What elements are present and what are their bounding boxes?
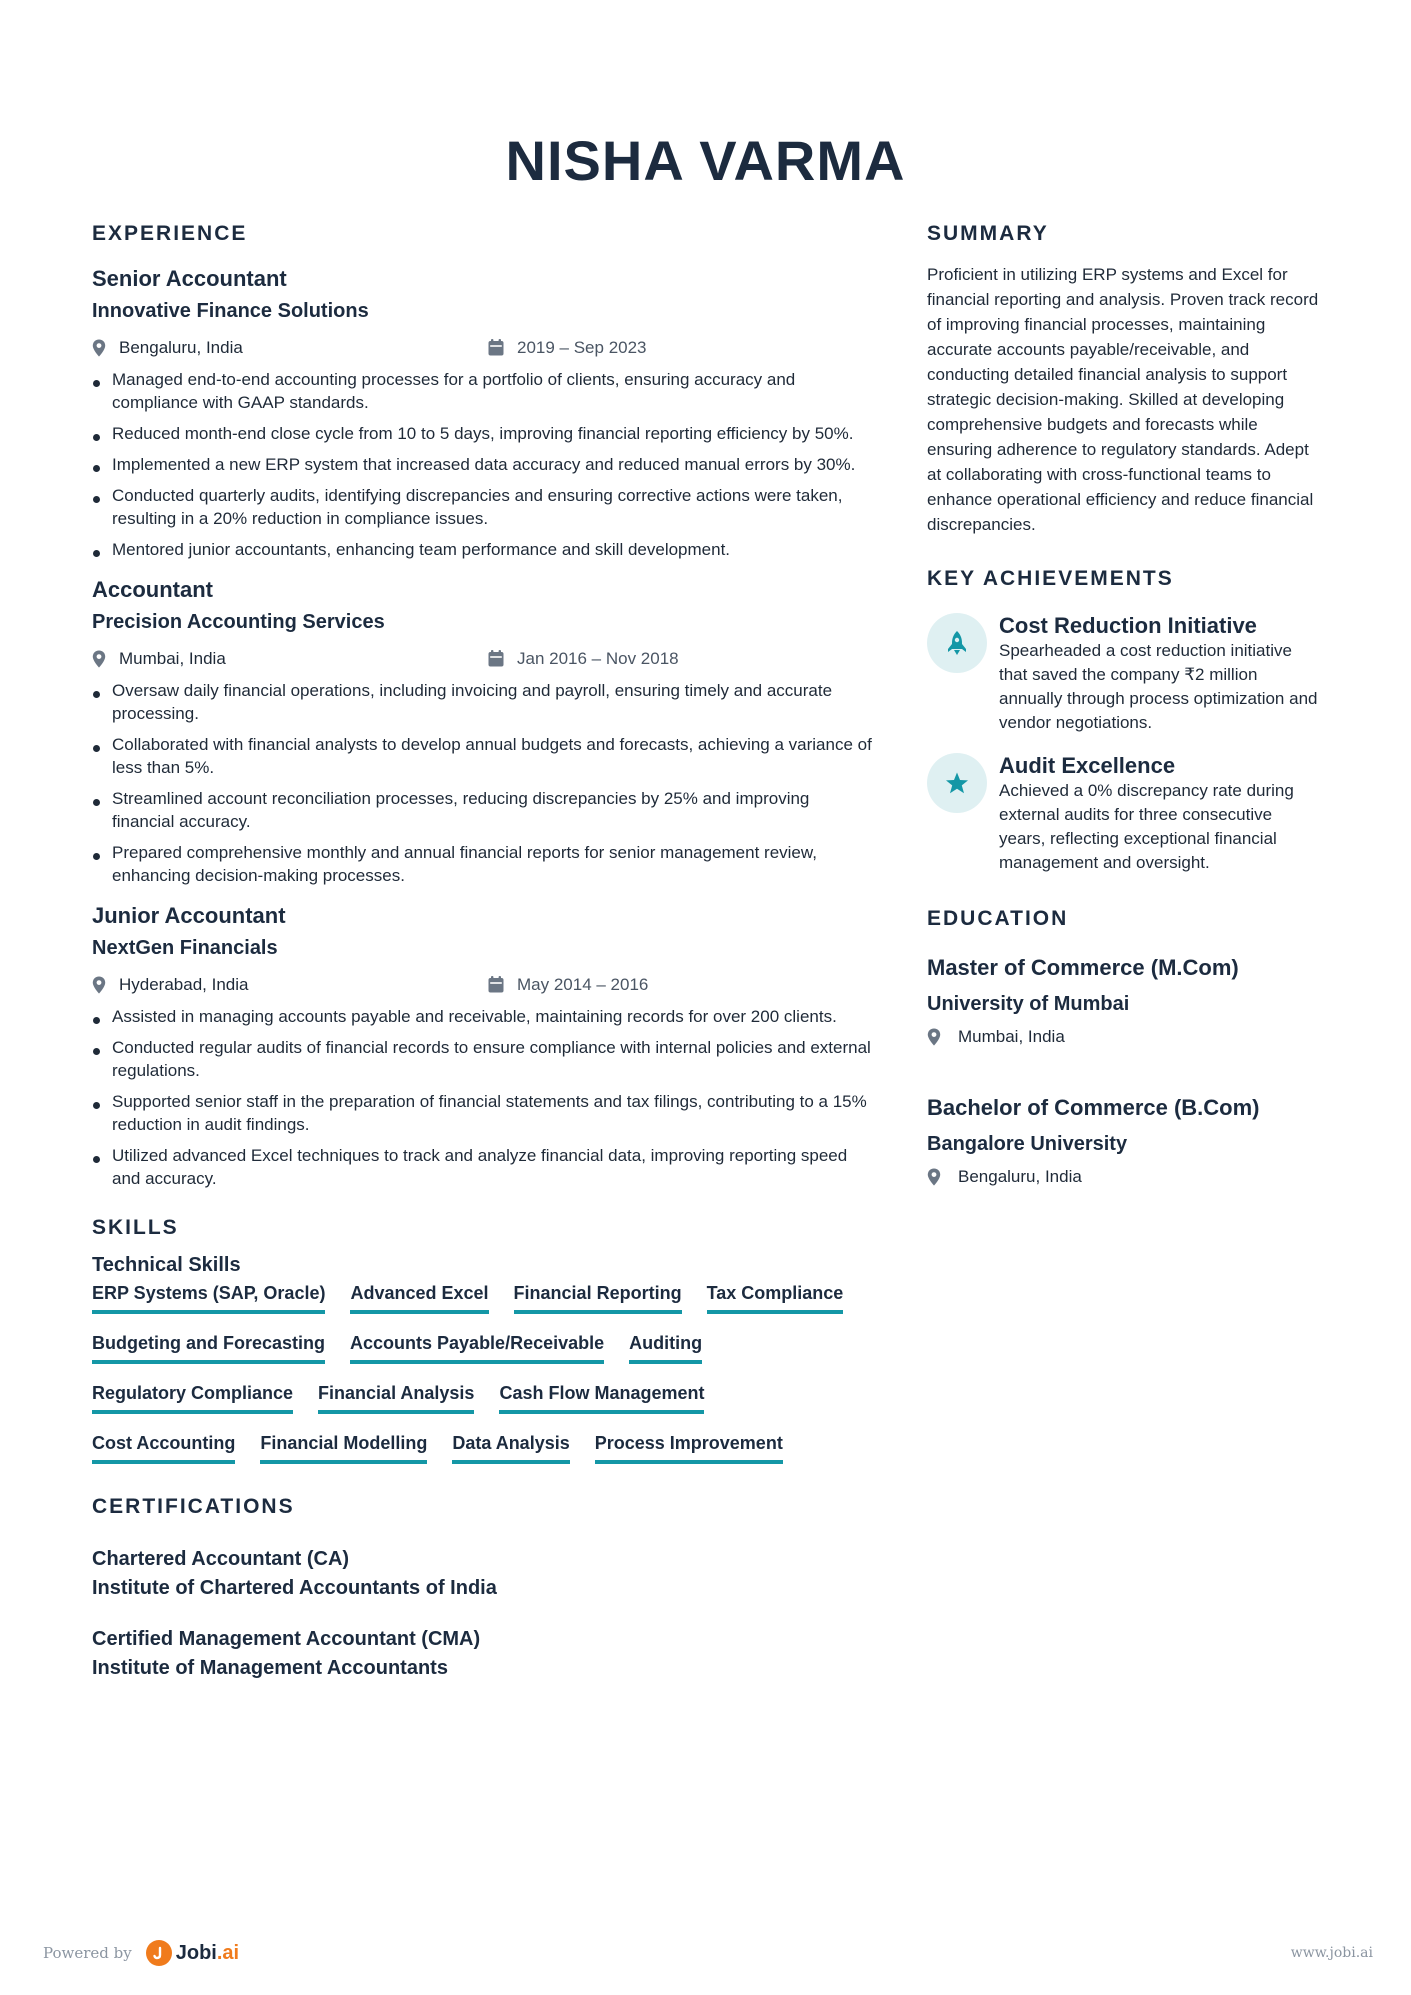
achievements-section <box>927 567 1327 875</box>
calendar-icon <box>488 650 504 668</box>
technical-skills-label: Technical Skills <box>92 1254 241 1276</box>
education-location <box>927 1165 1327 1189</box>
bullet-item: Assisted in managing accounts payable and receivable, maintaining records for over 200 clients. <box>92 1005 872 1028</box>
experience-list <box>92 264 872 1190</box>
job-meta <box>92 647 872 671</box>
skill-tag: Cash Flow Management <box>499 1381 704 1414</box>
job-bullets <box>92 679 872 887</box>
achievement-entry <box>927 753 1327 875</box>
location-pin-icon <box>927 1028 941 1046</box>
skill-tag: Financial Analysis <box>318 1381 474 1414</box>
star-icon <box>927 753 987 813</box>
experience-entry <box>92 901 872 1190</box>
skills-section <box>92 1216 872 1481</box>
bullet-item: Utilized advanced Excel techniques to track and analyze financial data, improving reporting speed and accuracy. <box>92 1144 872 1190</box>
achievement-list <box>927 613 1327 875</box>
certification-entry <box>92 1545 872 1603</box>
summary-text: Proficient in utilizing ERP systems and Excel for financial reporting and analysis. Proven track record of improving financial processes, maintaining accurate accounts payable/receivable, and conducting detailed financial analysis to support strategic decision-making. Skilled at developing comprehensive budgets and forecasts while ensuring adherence to regulatory standards. Adept at collaborating with cross-functional teams to enhance operational efficiency and reduce financial discrepancies. <box>927 265 1319 534</box>
job-title: Accountant <box>92 577 213 602</box>
calendar-icon <box>488 976 504 994</box>
education-degree: Master of Commerce (M.Com) <box>927 955 1239 980</box>
job-meta <box>92 336 872 360</box>
education-section <box>927 907 1327 1189</box>
location-pin-icon <box>92 339 106 357</box>
skill-tag: Budgeting and Forecasting <box>92 1331 325 1364</box>
education-heading: EDUCATION <box>927 907 1069 930</box>
education-entry <box>927 1093 1327 1189</box>
job-location <box>92 338 488 358</box>
certification-name: Certified Management Accountant (CMA) <box>92 1628 481 1650</box>
certification-name: Chartered Accountant (CA) <box>92 1548 350 1570</box>
powered-by <box>43 1940 239 1966</box>
job-dates-text: Jan 2016 – Nov 2018 <box>517 649 679 668</box>
bullet-item: Implemented a new ERP system that increased data accuracy and reduced manual errors by 30%. <box>92 453 872 476</box>
education-entry <box>927 953 1327 1049</box>
job-location-text: Mumbai, India <box>119 649 226 668</box>
skill-tag: Financial Reporting <box>514 1281 682 1314</box>
bullet-item: Oversaw daily financial operations, including invoicing and payroll, ensuring timely and accurate processing. <box>92 679 872 725</box>
bullet-item: Prepared comprehensive monthly and annual financial reports for senior management review, enhancing decision-making processes. <box>92 841 872 887</box>
skill-tag: Accounts Payable/Receivable <box>350 1331 604 1364</box>
skill-tag: Advanced Excel <box>350 1281 488 1314</box>
location-pin-icon <box>92 650 106 668</box>
skill-tag: ERP Systems (SAP, Oracle) <box>92 1281 325 1314</box>
skill-tag: Cost Accounting <box>92 1431 235 1464</box>
skill-tag: Data Analysis <box>452 1431 569 1464</box>
jobi-logo[interactable] <box>146 1940 239 1966</box>
location-pin-icon <box>92 976 106 994</box>
achievement-body <box>999 613 1319 735</box>
job-company: NextGen Financials <box>92 937 278 959</box>
education-location-text: Mumbai, India <box>958 1027 1065 1046</box>
certification-issuer: Institute of Chartered Accountants of India <box>92 1577 497 1599</box>
education-location <box>927 1025 1327 1049</box>
candidate-name: NISHA VARMA <box>505 129 906 192</box>
certifications-section <box>92 1495 872 1683</box>
education-degree: Bachelor of Commerce (B.Com) <box>927 1095 1260 1120</box>
bullet-item: Collaborated with financial analysts to develop annual budgets and forecasts, achieving a variance of less than 5%. <box>92 733 872 779</box>
job-dates <box>488 338 647 358</box>
skill-tag: Auditing <box>629 1331 702 1364</box>
bullet-item: Streamlined account reconciliation processes, reducing discrepancies by 25% and improving financial accuracy. <box>92 787 872 833</box>
achievement-entry <box>927 613 1327 735</box>
rocket-icon <box>927 613 987 673</box>
job-bullets <box>92 368 872 561</box>
education-school: Bangalore University <box>927 1133 1128 1155</box>
footer <box>43 1938 1373 1968</box>
skill-tag: Process Improvement <box>595 1431 783 1464</box>
job-title: Senior Accountant <box>92 266 287 291</box>
job-dates-text: May 2014 – 2016 <box>517 975 649 994</box>
bullet-item: Supported senior staff in the preparation of financial statements and tax filings, contributing to a 15% reduction in audit findings. <box>92 1090 872 1136</box>
site-link[interactable]: www.jobi.ai <box>1290 1945 1373 1961</box>
bullet-item: Managed end-to-end accounting processes for a portfolio of clients, ensuring accuracy and compliance with GAAP standards. <box>92 368 872 414</box>
job-bullets <box>92 1005 872 1190</box>
job-location <box>92 649 488 669</box>
left-column <box>92 222 872 1683</box>
job-meta <box>92 973 872 997</box>
skill-tag: Regulatory Compliance <box>92 1381 293 1414</box>
skill-tags <box>92 1281 872 1481</box>
certifications-heading: CERTIFICATIONS <box>92 1495 295 1518</box>
right-column <box>927 222 1327 1189</box>
achievement-body <box>999 753 1319 875</box>
skill-tag: Tax Compliance <box>707 1281 844 1314</box>
job-dates-text: 2019 – Sep 2023 <box>517 338 647 357</box>
certification-issuer: Institute of Management Accountants <box>92 1657 448 1679</box>
bullet-item: Conducted quarterly audits, identifying discrepancies and ensuring corrective actions were taken, resulting in a 20% reduction in compliance issues. <box>92 484 872 530</box>
bullet-item: Mentored junior accountants, enhancing team performance and skill development. <box>92 538 872 561</box>
job-dates <box>488 649 679 669</box>
powered-by-label: Powered by <box>43 1944 132 1962</box>
summary-heading: SUMMARY <box>927 222 1049 245</box>
job-company: Precision Accounting Services <box>92 611 385 633</box>
job-dates <box>488 975 648 995</box>
achievement-description: Spearheaded a cost reduction initiative that saved the company ₹2 million annually through process optimization and vendor negotiations. <box>999 641 1318 732</box>
education-school: University of Mumbai <box>927 993 1130 1015</box>
achievement-title: Audit Excellence <box>999 753 1176 778</box>
experience-entry <box>92 264 872 561</box>
education-location-text: Bengaluru, India <box>958 1167 1082 1186</box>
bullet-item: Conducted regular audits of financial records to ensure compliance with internal policies and external regulations. <box>92 1036 872 1082</box>
calendar-icon <box>488 339 504 357</box>
bullet-item: Reduced month-end close cycle from 10 to 5 days, improving financial reporting efficiency by 50%. <box>92 422 872 445</box>
achievement-description: Achieved a 0% discrepancy rate during external audits for three consecutive years, reflecting exceptional financial management and oversight. <box>999 781 1294 872</box>
certification-entry <box>92 1625 872 1683</box>
jobi-logo-icon <box>146 1940 172 1966</box>
job-title: Junior Accountant <box>92 903 286 928</box>
experience-heading: EXPERIENCE <box>92 222 248 245</box>
skill-tag: Financial Modelling <box>260 1431 427 1464</box>
certification-list <box>92 1545 872 1683</box>
achievements-heading: KEY ACHIEVEMENTS <box>927 567 1174 590</box>
skills-heading: SKILLS <box>92 1216 179 1239</box>
job-location-text: Hyderabad, India <box>119 975 249 994</box>
achievement-title: Cost Reduction Initiative <box>999 613 1257 638</box>
experience-entry <box>92 575 872 887</box>
location-pin-icon <box>927 1168 941 1186</box>
jobi-logo-text: Jobi.ai <box>175 1941 240 1964</box>
job-company: Innovative Finance Solutions <box>92 300 369 322</box>
job-location-text: Bengaluru, India <box>119 338 243 357</box>
education-list <box>927 953 1327 1189</box>
job-location <box>92 975 488 995</box>
